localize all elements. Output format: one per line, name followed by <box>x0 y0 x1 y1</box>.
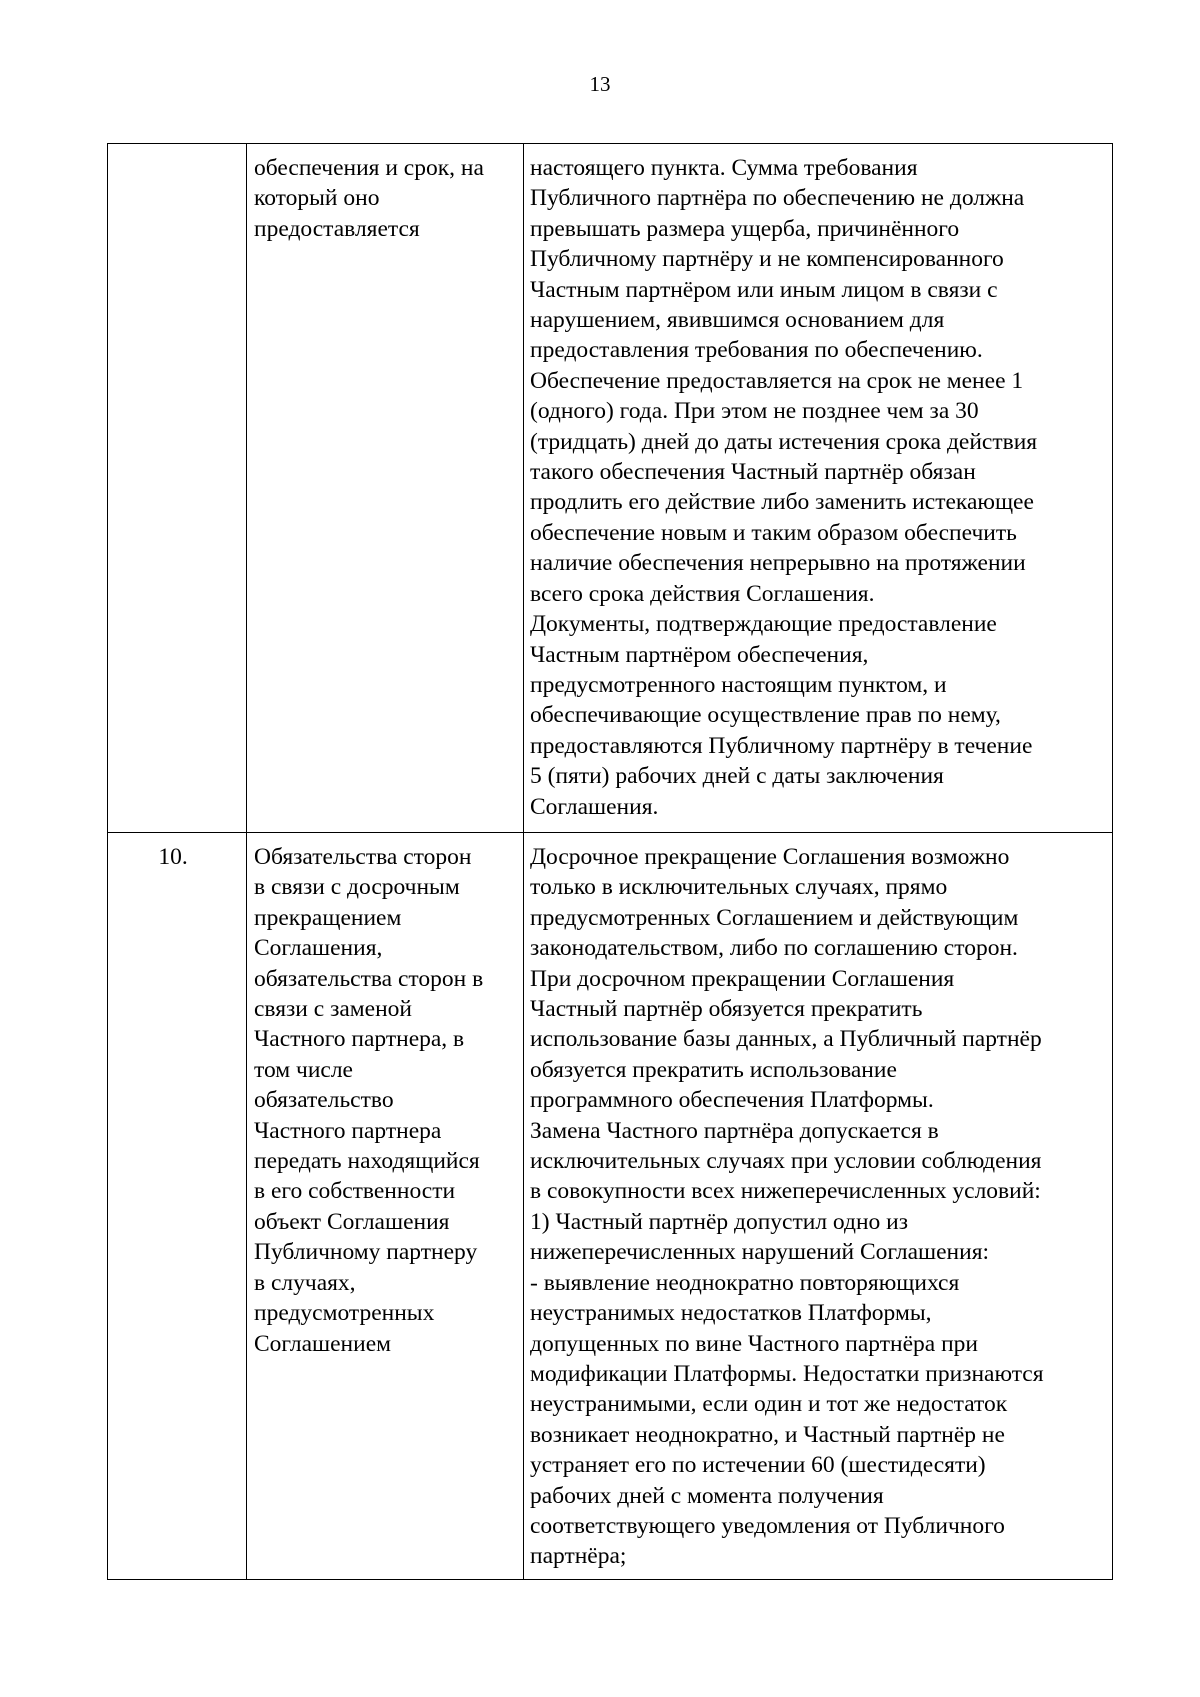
row-title-cell <box>247 833 524 1580</box>
page-number: 13 <box>589 72 611 96</box>
table-row <box>108 144 1113 833</box>
row-body-cell <box>524 833 1113 1580</box>
row-title-cell <box>247 144 524 833</box>
row-title: обеспечения и срок, на который оно предоставляется <box>254 155 484 242</box>
row-number <box>108 144 246 153</box>
row-body: Досрочное прекращение Соглашения возможно только в исключительных случаях, прямо предусмотренных Соглашением и действующим законодательством, либо по соглашению сторон. При досрочном прекращении Соглашения Частный партнёр обязуется прекратить использование базы данных, а Публичный партнёр обязуется прекратить использование программного обеспечения Платформы. Замена Частного партнёра допускается в исключительных случаях при условии соблюдения в совокупности всех нижеперечисленных условий: 1) Частный партнёр допустил одно из нижеперечисленных нарушений Соглашения: - выявление неоднократно повторяющихся неустранимых недостатков Платформы, допущенных по вине Частного партнёра при модификации Платформы. Недостатки признаются неустранимыми, если один и тот же недостаток возникает неоднократно, и Частный партнёр не устраняет его по истечении 60 (шестидесяти) рабочих дней с момента получения соответствующего уведомления от Публичного партнёра; <box>530 844 1044 1570</box>
document-table <box>107 143 1113 1580</box>
table-row <box>108 833 1113 1580</box>
row-number: 10. <box>158 844 188 870</box>
row-body-cell <box>524 144 1113 833</box>
row-body: настоящего пункта. Сумма требования Публичного партнёра по обеспечению не должна превышать размера ущерба, причинённого Публичному партнёру и не компенсированного Частным партнёром или иным лицом в связи с нарушением, явившимся основанием для предоставления требования по обеспечению. Обеспечение предоставляется на срок не менее 1 (одного) года. При этом не позднее чем за 30 (тридцать) дней до даты истечения срока действия такого обеспечения Частный партнёр обязан продлить его действие либо заменить истекающее обеспечение новым и таким образом обеспечить наличие обеспечения непрерывно на протяжении всего срока действия Соглашения. Документы, подтверждающие предоставление Частным партнёром обеспечения, предусмотренного настоящим пунктом, и обеспечивающие осуществление прав по нему, предоставляются Публичному партнёру в течение 5 (пяти) рабочих дней с даты заключения Соглашения. <box>530 155 1038 820</box>
row-number-cell <box>108 833 247 1580</box>
row-number-cell <box>108 144 247 833</box>
row-title: Обязательства сторон в связи с досрочным прекращением Соглашения, обязательства сторон в связи с заменой Частного партнера, в том числе обязательство Частного партнера передать находящийся в его собственности объект Соглашения Публичному партнеру в случаях, предусмотренных Соглашением <box>254 844 484 1357</box>
